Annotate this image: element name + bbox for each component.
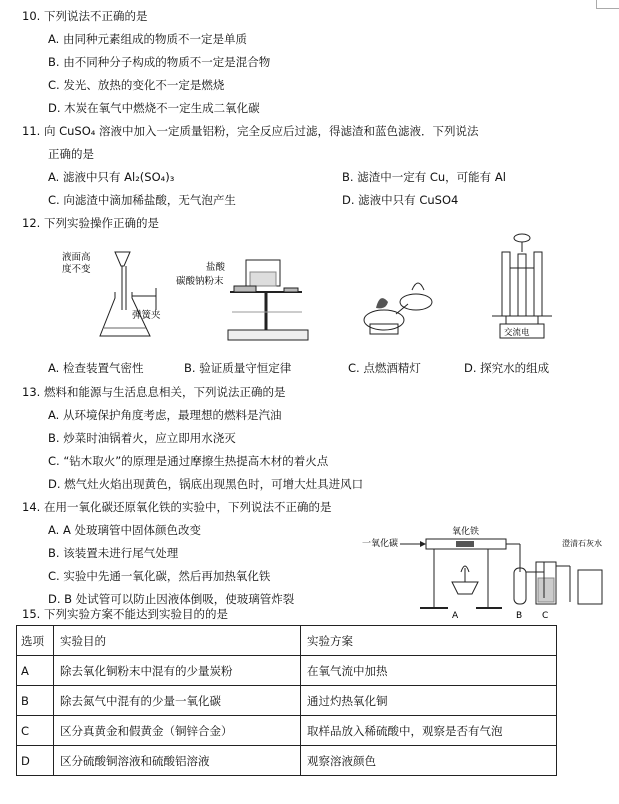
fig14-label-a: A: [452, 611, 459, 620]
row-a-plan: 在氧气流中加热: [301, 656, 557, 686]
table-row[interactable]: [17, 746, 557, 776]
fig-a-label-1: 液面高: [62, 252, 91, 263]
row-c-purpose: 区分真黄金和假黄金（铜锌合金）: [54, 716, 301, 746]
q11-option-b[interactable]: B. 滤渣中一定有 Cu，可能有 Al: [342, 170, 506, 184]
q13-option-a[interactable]: A. 从环境保护角度考虑，最理想的燃料是汽油: [48, 408, 282, 422]
fig-a-clamp-label: 弹簧夹: [132, 310, 161, 321]
page-corner-mark: [596, 0, 619, 9]
q13-option-b[interactable]: B. 炒菜时油锅着火，应立即用水浇灭: [48, 431, 236, 445]
q12-option-b[interactable]: B. 验证质量守恒定律: [184, 361, 292, 375]
table-row[interactable]: [17, 686, 557, 716]
fig-a-label-2: 度不变: [62, 264, 91, 275]
header-plan: 实验方案: [301, 626, 557, 656]
q10-stem: 10. 下列说法不正确的是: [22, 9, 148, 23]
row-a-option: A: [17, 656, 54, 686]
q15-stem: 15. 下列实验方案不能达到实验目的的是: [22, 607, 228, 621]
figure-co-reduction-apparatus: [360, 522, 610, 620]
row-d-plan: 观察溶液颜色: [301, 746, 557, 776]
figure-airtightness-check: [60, 238, 170, 348]
fig14-label-c: C: [542, 611, 549, 620]
q12-option-d[interactable]: D. 探究水的组成: [464, 361, 550, 375]
header-purpose: 实验目的: [54, 626, 301, 656]
q14-option-a[interactable]: A. A 处玻璃管中固体颜色改变: [48, 523, 201, 537]
figure-electrolysis: [488, 232, 558, 344]
q11-option-c[interactable]: C. 向滤渣中滴加稀盐酸，无气泡产生: [48, 193, 236, 207]
q14-option-b[interactable]: B. 该装置未进行尾气处理: [48, 546, 179, 560]
row-b-purpose: 除去氮气中混有的少量一氧化碳: [54, 686, 301, 716]
figure-balance: [172, 252, 322, 352]
q14-option-c[interactable]: C. 实验中先通一氧化碳，然后再加热氧化铁: [48, 569, 271, 583]
figure-alcohol-lamps: [356, 262, 446, 352]
table-row[interactable]: [17, 716, 557, 746]
row-b-option: B: [17, 686, 54, 716]
fig-d-dc-label: 交流电: [504, 328, 530, 338]
q12-option-a[interactable]: A. 检查装置气密性: [48, 361, 144, 375]
fig14-fe2o3-label: 氧化铁: [452, 527, 480, 537]
q12-option-c[interactable]: C. 点燃酒精灯: [348, 361, 421, 375]
q10-option-d[interactable]: D. 木炭在氧气中燃烧不一定生成二氧化碳: [48, 101, 260, 115]
q12-stem: 12. 下列实验操作正确的是: [22, 216, 159, 230]
q10-option-c[interactable]: C. 发光、放热的变化不一定是燃烧: [48, 78, 225, 92]
header-option: 选项: [17, 626, 54, 656]
q15-table: [16, 625, 557, 776]
q13-stem: 13. 燃料和能源与生活息息相关，下列说法正确的是: [22, 385, 286, 399]
fig-b-hcl-label: 盐酸: [206, 262, 226, 273]
q14-option-d[interactable]: D. B 处试管可以防止因液体倒吸，使玻璃管炸裂: [48, 592, 295, 606]
fig14-limewater-label: 澄清石灰水: [562, 539, 602, 548]
row-b-plan: 通过灼热氧化铜: [301, 686, 557, 716]
table-header-row: [17, 626, 557, 656]
q11-stem-cont: 正确的是: [48, 147, 94, 161]
q14-stem: 14. 在用一氧化碳还原氧化铁的实验中，下列说法不正确的是: [22, 500, 332, 514]
q11-option-d[interactable]: D. 滤液中只有 CuSO4: [342, 193, 459, 207]
q10-option-a[interactable]: A. 由同种元素组成的物质不一定是单质: [48, 32, 247, 46]
row-a-purpose: 除去氧化铜粉末中混有的少量炭粉: [54, 656, 301, 686]
fig14-label-b: B: [516, 611, 523, 620]
q13-option-c[interactable]: C. “钻木取火”的原理是通过摩擦生热提高木材的着火点: [48, 454, 329, 468]
q10-option-b[interactable]: B. 由不同种分子构成的物质不一定是混合物: [48, 55, 271, 69]
row-c-option: C: [17, 716, 54, 746]
row-d-option: D: [17, 746, 54, 776]
table-row[interactable]: [17, 656, 557, 686]
fig-b-powder-label: 碳酸钠粉末: [176, 276, 224, 287]
row-d-purpose: 区分硫酸铜溶液和硫酸铝溶液: [54, 746, 301, 776]
row-c-plan: 取样品放入稀硫酸中，观察是否有气泡: [301, 716, 557, 746]
q11-stem: 11. 向 CuSO₄ 溶液中加入一定质量铝粉，完全反应后过滤，得滤渣和蓝色滤液．下列说法: [22, 124, 479, 138]
q11-option-a[interactable]: A. 滤液中只有 Al₂(SO₄)₃: [48, 170, 175, 184]
q13-option-d[interactable]: D. 燃气灶火焰出现黄色，锅底出现黑色时，可增大灶具进风口: [48, 477, 364, 491]
fig14-co-label: 一氧化碳: [362, 539, 399, 549]
